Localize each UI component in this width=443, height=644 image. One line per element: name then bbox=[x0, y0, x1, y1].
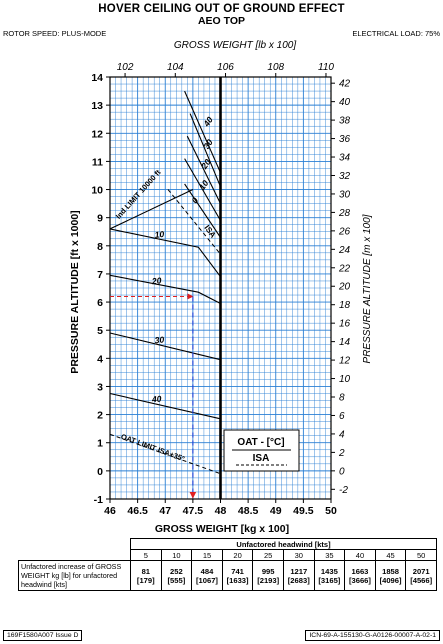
y-left-tick-label: 7 bbox=[97, 268, 103, 281]
headwind-speed: 20 bbox=[222, 550, 253, 561]
headwind-kg: 2071 bbox=[412, 566, 430, 576]
y-left-tick-label: 0 bbox=[97, 465, 103, 478]
headwind-speed: 40 bbox=[345, 550, 376, 561]
headwind-value bbox=[253, 561, 284, 591]
annotation-isa: ISA bbox=[202, 223, 218, 240]
y-right-tick-label: 6 bbox=[339, 410, 345, 422]
headwind-lb: [2683] bbox=[287, 575, 310, 585]
headwind-lb: [1633] bbox=[226, 575, 249, 585]
headwind-speed: 35 bbox=[314, 550, 345, 561]
curve-label-0: 40 bbox=[201, 114, 215, 129]
y-left-axis-label: PRESSURE ALTITUDE [ft x 1000] bbox=[69, 210, 81, 374]
headwind-lb: [4566] bbox=[410, 575, 433, 585]
headwind-kg: 1435 bbox=[320, 566, 338, 576]
headwind-value bbox=[375, 561, 406, 591]
y-right-tick-label: 34 bbox=[339, 152, 351, 164]
headwind-row-label: Unfactored increase of GROSS WEIGHT kg [lb] for unfactored headwind [kts] bbox=[19, 561, 131, 591]
x-top-tick-label: 110 bbox=[318, 62, 334, 73]
headwind-kg: 81 bbox=[141, 566, 151, 576]
headwind-lb: [3666] bbox=[348, 575, 371, 585]
icn-code: ICN-69-A-155130-G-A0126-00007-A-02-1 bbox=[305, 630, 440, 641]
headwind-lb: [179] bbox=[136, 575, 155, 585]
x-top-tick-label: 106 bbox=[217, 62, 234, 73]
y-left-tick-label: 10 bbox=[91, 184, 103, 197]
x-bottom-tick-label: 49.5 bbox=[293, 505, 314, 517]
top-axis-title: GROSS WEIGHT [lb x 100] bbox=[173, 40, 297, 51]
y-right-tick-label: 4 bbox=[339, 429, 345, 441]
x-bottom-tick-label: 47 bbox=[159, 505, 172, 517]
y-left-tick-label: 4 bbox=[97, 353, 103, 366]
y-right-tick-label: 42 bbox=[339, 78, 351, 90]
y-left-tick-label: 8 bbox=[97, 240, 103, 253]
x-top-tick-label: 102 bbox=[116, 62, 134, 73]
y-right-tick-label: 38 bbox=[339, 115, 351, 127]
y-right-tick-label: 36 bbox=[339, 134, 351, 146]
headwind-kg: 252 bbox=[170, 566, 183, 576]
y-left-tick-label: 12 bbox=[91, 128, 103, 141]
y-left-tick-label: -1 bbox=[93, 494, 103, 506]
x-bottom-axis-label: GROSS WEIGHT [kg x 100] bbox=[154, 523, 290, 535]
headwind-kg: 741 bbox=[231, 566, 244, 576]
headwind-value bbox=[314, 561, 345, 591]
headwind-value bbox=[283, 561, 314, 591]
x-bottom-tick-label: 48.5 bbox=[237, 505, 259, 517]
rotor-speed-note: ROTOR SPEED: PLUS-MODE bbox=[3, 29, 107, 38]
headwind-value bbox=[345, 561, 376, 591]
headwind-speed: 50 bbox=[406, 550, 437, 561]
legend-title: OAT - [°C] bbox=[237, 437, 285, 448]
headwind-value bbox=[406, 561, 437, 591]
annotation-ind-limit: Ind LIMIT 10000 ft bbox=[113, 167, 163, 221]
curve-label-5: 10 bbox=[154, 228, 165, 240]
headwind-value bbox=[192, 561, 223, 591]
legend-item-isa: ISA bbox=[252, 453, 270, 464]
headwind-kg: 1663 bbox=[351, 566, 369, 576]
curve-label-4: 0 bbox=[189, 195, 201, 206]
x-bottom-tick-label: 49 bbox=[269, 505, 282, 517]
x-bottom-tick-label: 46 bbox=[104, 505, 116, 517]
headwind-speed: 5 bbox=[131, 550, 162, 561]
y-right-tick-label: 14 bbox=[339, 337, 351, 349]
x-bottom-tick-label: 47.5 bbox=[182, 505, 204, 517]
y-left-tick-label: 2 bbox=[97, 409, 103, 422]
electrical-load-note: ELECTRICAL LOAD: 75% bbox=[352, 29, 440, 38]
headwind-lb: [4096] bbox=[379, 575, 402, 585]
x-top-tick-label: 108 bbox=[267, 62, 285, 73]
headwind-value bbox=[131, 561, 162, 591]
y-right-tick-label: 28 bbox=[339, 207, 351, 219]
y-right-tick-label: 26 bbox=[339, 226, 351, 238]
headwind-kg: 995 bbox=[261, 566, 275, 576]
x-top-tick-label: 104 bbox=[166, 62, 184, 73]
headwind-lb: [1067] bbox=[196, 575, 218, 585]
annotation-oat-limit: OAT LIMIT ISA+35° bbox=[119, 431, 186, 464]
y-right-axis-label: PRESSURE ALTITUDE [m x 100] bbox=[362, 214, 373, 364]
headwind-lb: [2193] bbox=[257, 575, 280, 585]
headwind-kg: 1858 bbox=[382, 566, 399, 576]
y-left-tick-label: 9 bbox=[97, 212, 103, 225]
y-left-tick-label: 14 bbox=[91, 72, 103, 84]
curve-label-6: 20 bbox=[151, 275, 162, 287]
oat-legend bbox=[224, 430, 299, 471]
headwind-speed: 15 bbox=[192, 550, 223, 561]
y-left-tick-label: 3 bbox=[97, 381, 103, 394]
y-right-tick-label: 8 bbox=[339, 392, 345, 404]
curve-label-1: 30 bbox=[201, 137, 215, 151]
y-left-tick-label: 5 bbox=[97, 325, 103, 338]
y-right-tick-label: 12 bbox=[339, 355, 351, 367]
headwind-kg: 484 bbox=[200, 566, 214, 576]
y-right-tick-label: 16 bbox=[339, 318, 351, 330]
y-left-tick-label: 11 bbox=[91, 156, 103, 169]
x-bottom-tick-label: 48 bbox=[214, 505, 227, 517]
curve-label-3: 10 bbox=[196, 178, 211, 192]
headwind-lb: [555] bbox=[167, 575, 186, 585]
y-left-tick-label: 13 bbox=[91, 100, 103, 113]
y-right-tick-label: 40 bbox=[339, 97, 351, 109]
y-right-tick-label: 22 bbox=[339, 263, 351, 275]
headwind-speed: 45 bbox=[375, 550, 406, 561]
y-right-tick-label: 10 bbox=[339, 374, 351, 386]
headwind-speed: 30 bbox=[283, 550, 314, 561]
y-right-tick-label: 20 bbox=[339, 281, 351, 293]
curve-label-2: 20 bbox=[199, 157, 213, 171]
chart-subtitle: AEO TOP bbox=[197, 15, 246, 27]
x-bottom-tick-label: 46.5 bbox=[127, 505, 148, 517]
y-right-tick-label: 2 bbox=[339, 447, 345, 459]
curve-label-8: 40 bbox=[151, 393, 162, 405]
y-right-tick-label: 32 bbox=[339, 170, 351, 182]
x-bottom-tick-label: 50 bbox=[325, 505, 337, 517]
headwind-header: Unfactored headwind [kts] bbox=[131, 539, 437, 550]
headwind-speed: 10 bbox=[161, 550, 192, 561]
y-right-tick-label: 24 bbox=[339, 244, 351, 256]
y-right-tick-label: 0 bbox=[339, 466, 345, 478]
headwind-value bbox=[222, 561, 253, 591]
y-right-tick-label: 30 bbox=[339, 189, 351, 201]
headwind-value bbox=[161, 561, 192, 591]
y-left-tick-label: 1 bbox=[97, 437, 103, 450]
headwind-speed: 25 bbox=[253, 550, 284, 561]
headwind-table bbox=[18, 538, 437, 591]
y-right-tick-label: -2 bbox=[339, 484, 348, 496]
headwind-kg: 1217 bbox=[290, 566, 308, 576]
headwind-lb: [3165] bbox=[318, 575, 341, 585]
figure-id: 169F1580A007 Issue D bbox=[3, 630, 82, 641]
y-right-tick-label: 18 bbox=[339, 300, 351, 312]
chart-title: HOVER CEILING OUT OF GROUND EFFECT bbox=[98, 3, 345, 15]
curve-label-7: 30 bbox=[154, 334, 165, 346]
y-left-tick-label: 6 bbox=[97, 297, 103, 310]
